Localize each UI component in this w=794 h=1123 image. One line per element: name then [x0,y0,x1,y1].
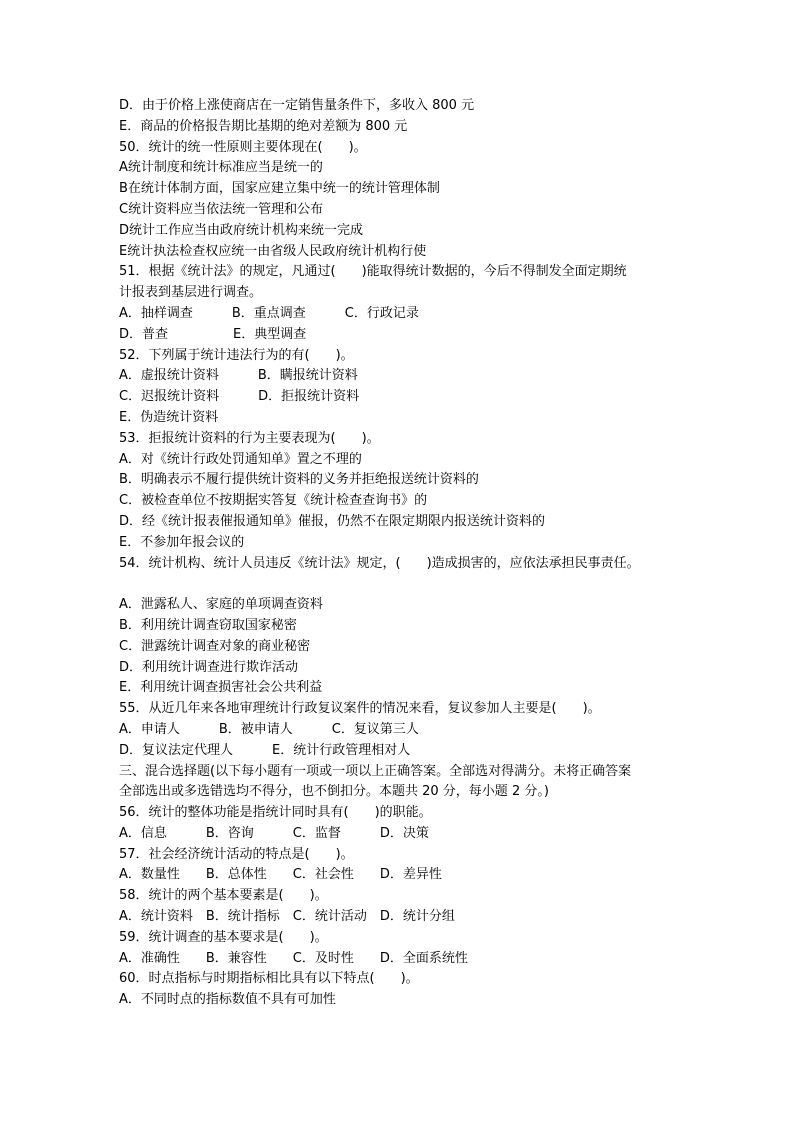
text-line: 三、混合选择题(以下每小题有一项或一项以上正确答案。全部选对得满分。未将正确答案 [119,763,632,779]
text-line: 51．根据《统计法》的规定，凡通过( )能取得统计数据的，今后不得制发全面定期统 [119,264,627,280]
text-line: C．泄露统计调查对象的商业秘密 [119,638,311,654]
text-line: 52．下列属于统计违法行为的有( )。 [119,347,354,363]
text-line: D．普查 E．典型调查 [119,326,307,342]
text-line: E．不参加年报会议的 [119,534,245,550]
text-line: E．伪造统计资料 [119,409,219,425]
text-line: C．迟报统计资料 D．拒报统计资料 [119,389,360,405]
document-body [119,96,679,1011]
text-line: C统计资料应当依法统一管理和公布 [119,201,324,217]
text-line: 50．统计的统一性原则主要体现在( )。 [119,139,367,155]
text-line: 60．时点指标与时期指标相比具有以下特点( )。 [119,971,419,987]
text-line: 全部选出或多选错选均不得分，也不倒扣分。本题共 20 分，每小题 2 分。) [119,784,549,800]
text-line: D．由于价格上涨使商店在一定销售量条件下，多收入 800 元 [119,98,475,113]
text-line: A．对《统计行政处罚通知单》置之不理的 [119,451,362,467]
text-line: A．统计资料 B．统计指标 C．统计活动 D．统计分组 [119,909,455,925]
text-line: 55．从近几年来各地审理统计行政复议案件的情况来看，复议参加人主要是( )。 [119,701,601,717]
text-line: E．商品的价格报告期比基期的绝对差额为 800 元 [119,118,408,134]
blank-line [119,574,679,595]
text-line: 59．统计调查的基本要求是( )。 [119,929,328,945]
text-line: E统计执法检查权应统一由省级人民政府统计机构行使 [119,243,427,259]
text-line: D统计工作应当由政府统计机构来统一完成 [119,222,364,238]
text-line: A．不同时点的指标数值不具有可加性 [119,992,336,1008]
text-line: 57．社会经济统计活动的特点是( )。 [119,846,354,862]
text-line: 54．统计机构、统计人员违反《统计法》规定，( )造成损害的，应依法承担民事责任。 [119,555,640,571]
text-line: B．明确表示不履行提供统计资料的义务并拒绝报送统计资料的 [119,472,479,488]
text-line: 56．统计的整体功能是指统计同时具有( )的职能。 [119,805,432,821]
text-line: D．利用统计调查进行欺诈活动 [119,659,299,675]
text-line: A．泄露私人、家庭的单项调查资料 [119,597,323,613]
text-line: 58．统计的两个基本要素是( )。 [119,888,328,904]
text-line: A．虚报统计资料 B．瞒报统计资料 [119,368,358,384]
text-line: E．利用统计调查损害社会公共利益 [119,680,323,696]
text-line: A．准确性 B．兼容性 C．及时性 D．全面系统性 [119,950,468,966]
text-line: D．复议法定代理人 E．统计行政管理相对人 [119,742,411,758]
text-line: A统计制度和统计标准应当是统一的 [119,160,323,176]
text-line: B．利用统计调查窃取国家秘密 [119,617,297,633]
text-line: A．抽样调查 B．重点调查 C．行政记录 [119,305,419,321]
text-line: A．数量性 B．总体性 C．社会性 D．差异性 [119,867,442,883]
text-line: A．信息 B．咨询 C．监督 D．决策 [119,825,429,841]
text-line: 53．拒报统计资料的行为主要表现为( )。 [119,430,380,446]
text-line: D．经《统计报表催报通知单》催报，仍然不在限定期限内报送统计资料的 [119,513,546,529]
text-line: A．申请人 B．被申请人 C．复议第三人 [119,721,419,737]
text-line: B在统计体制方面，国家应建立集中统一的统计管理体制 [119,181,440,197]
text-line: C．被检查单位不按期据实答复《统计检查查询书》的 [119,493,428,509]
text-line: 计报表到基层进行调查。 [119,285,263,301]
